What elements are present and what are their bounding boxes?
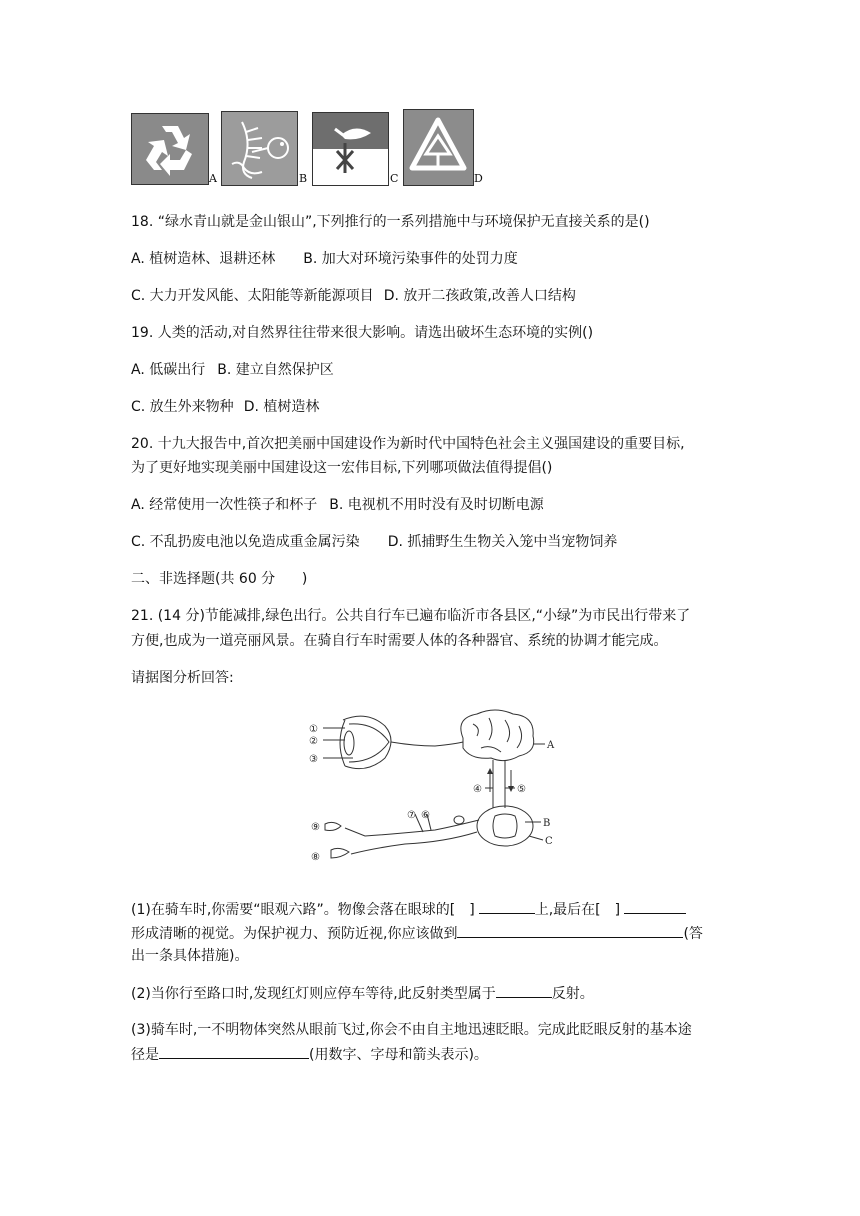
- q21-stem-line2: 方便,也成为一道亮丽风景。在骑自行车时需要人体的各种器官、系统的协调才能完成。: [131, 633, 668, 649]
- section-heading: 二、非选择题(共 60 分 ): [131, 571, 308, 587]
- tree-triangle-icon: [404, 110, 473, 185]
- gray-matter: [493, 814, 517, 838]
- logo-a: [131, 113, 209, 185]
- q18-option-b[interactable]: B. 加大对环境污染事件的处罚力度: [303, 251, 518, 267]
- q18-options-cd: [131, 286, 576, 306]
- reflex-diagram: [305, 708, 560, 868]
- q20-options-cd: [131, 532, 617, 552]
- fig-label-3: ③: [309, 754, 318, 765]
- ganglion: [454, 816, 464, 824]
- q21-part1-text-b: ]: [469, 902, 475, 918]
- q21-part2-text-a: (2)当你行至路口时,发现红灯则应停车等待,此反射类型属于: [131, 986, 496, 1002]
- q21-part1-text-a: (1)在骑车时,你需要“眼观六路”。物像会落在眼球的[: [131, 902, 456, 918]
- q19-stem: 19. 人类的活动,对自然界往往带来很大影响。请选出破坏生态环境的实例(): [131, 325, 594, 341]
- q21-part1-line2: [131, 923, 703, 944]
- q19-option-d[interactable]: D. 植树造林: [243, 399, 320, 415]
- logo-d-label: D: [474, 172, 483, 185]
- q21-part3-line1: (3)骑车时,一不明物体突然从眼前飞过,你会不由自主地迅速眨眼。完成此眨眼反射的基本途: [131, 1022, 692, 1038]
- q19-option-a[interactable]: A. 低碳出行: [131, 362, 206, 378]
- q18-option-d[interactable]: D. 放开二孩政策,改善人口结构: [383, 288, 576, 304]
- q21-part1-blank-1[interactable]: [479, 899, 535, 914]
- fig-label-8: ⑧: [311, 852, 320, 863]
- fig-label-c: C: [545, 836, 553, 847]
- fig-label-5: ⑤: [517, 784, 526, 795]
- q21-part3-text-c: (用数字、字母和箭头表示)。: [309, 1047, 488, 1063]
- q21-part1-text-d: ]: [614, 902, 621, 918]
- q21-part2: [131, 983, 594, 1004]
- q20-option-a[interactable]: A. 经常使用一次性筷子和杯子: [131, 497, 318, 513]
- brain-outline: [461, 710, 534, 761]
- q21-stem-line1: 21. (14 分)节能减排,绿色出行。公共自行车已遍布临沂市各县区,“小绿”为市民出行带来了: [131, 608, 691, 624]
- q21-part3-blank[interactable]: [159, 1044, 309, 1059]
- optic-nerve: [391, 742, 463, 746]
- q21-part1-text-c: 上,最后在[: [534, 902, 601, 918]
- q20-option-d[interactable]: D. 抓捕野生生物关入笼中当宠物饲养: [387, 534, 618, 550]
- effector: [331, 848, 349, 858]
- q19-options-cd: [131, 397, 319, 417]
- q20-options-ab: [131, 495, 544, 515]
- fish-skeleton-icon: [222, 112, 297, 185]
- q21-part1-text-f: (答: [683, 926, 703, 942]
- no-fishing-icon: [313, 113, 388, 185]
- logo-b-label: B: [299, 172, 308, 185]
- logo-d: [403, 109, 474, 186]
- q21-part3-text-b: 径是: [131, 1047, 159, 1063]
- q18-option-a[interactable]: A. 植树造林、退耕还林: [131, 251, 276, 267]
- fig-label-b: B: [543, 818, 551, 829]
- q20-stem-line2: 为了更好地实现美丽中国建设这一宏伟目标,下列哪项做法值得提倡(): [131, 460, 553, 476]
- sensory-nerve: [345, 820, 479, 836]
- q21-part1-text-e: 形成清晰的视觉。为保护视力、预防近视,你应该做到: [131, 926, 458, 942]
- fig-label-9: ⑨: [311, 822, 320, 833]
- q21-part1-line1: [131, 899, 686, 920]
- logo-b: [221, 111, 298, 186]
- q21-part3-line2: [131, 1044, 488, 1065]
- q18-options-ab: [131, 249, 518, 269]
- reflex-diagram-svg: [305, 708, 560, 868]
- logo-c: [312, 112, 389, 186]
- receptor: [325, 822, 341, 830]
- spinal-cross-section: [477, 806, 533, 846]
- q20-option-b[interactable]: B. 电视机不用时没有及时切断电源: [329, 497, 544, 513]
- q19-option-c[interactable]: C. 放生外来物种: [131, 399, 234, 415]
- recycle-icon: [132, 114, 208, 184]
- q20-option-c[interactable]: C. 不乱扔废电池以免造成重金属污染: [131, 534, 360, 550]
- q21-part2-text-b: 反射。: [551, 986, 594, 1002]
- q21-part1-line3: 出一条具体措施)。: [131, 948, 249, 964]
- q19-option-b[interactable]: B. 建立自然保护区: [217, 362, 334, 378]
- fig-label-6: ⑥: [421, 810, 430, 821]
- lens: [344, 731, 354, 755]
- q21-part2-blank[interactable]: [496, 983, 552, 998]
- q21-part1-blank-3[interactable]: [457, 923, 683, 938]
- q21-prompt: 请据图分析回答:: [131, 670, 234, 686]
- fig-label-a: A: [547, 740, 555, 751]
- q18-option-c[interactable]: C. 大力开发风能、太阳能等新能源项目: [131, 288, 374, 304]
- q19-options-ab: [131, 360, 334, 380]
- logo-a-label: A: [209, 172, 217, 185]
- logo-c-label: C: [390, 172, 399, 185]
- fig-label-4: ④: [473, 784, 482, 795]
- q21-part1-blank-2[interactable]: [624, 899, 686, 914]
- fig-label-1: ①: [309, 724, 318, 735]
- fig-label-7: ⑦: [407, 810, 416, 821]
- q18-stem: 18. “绿水青山就是金山银山”,下列推行的一系列措施中与环境保护无直接关系的是(): [131, 214, 650, 230]
- q20-stem-line1: 20. 十九大报告中,首次把美丽中国建设作为新时代中国特色社会主义强国建设的重要目标,: [131, 436, 685, 452]
- fig-label-2: ②: [309, 736, 318, 747]
